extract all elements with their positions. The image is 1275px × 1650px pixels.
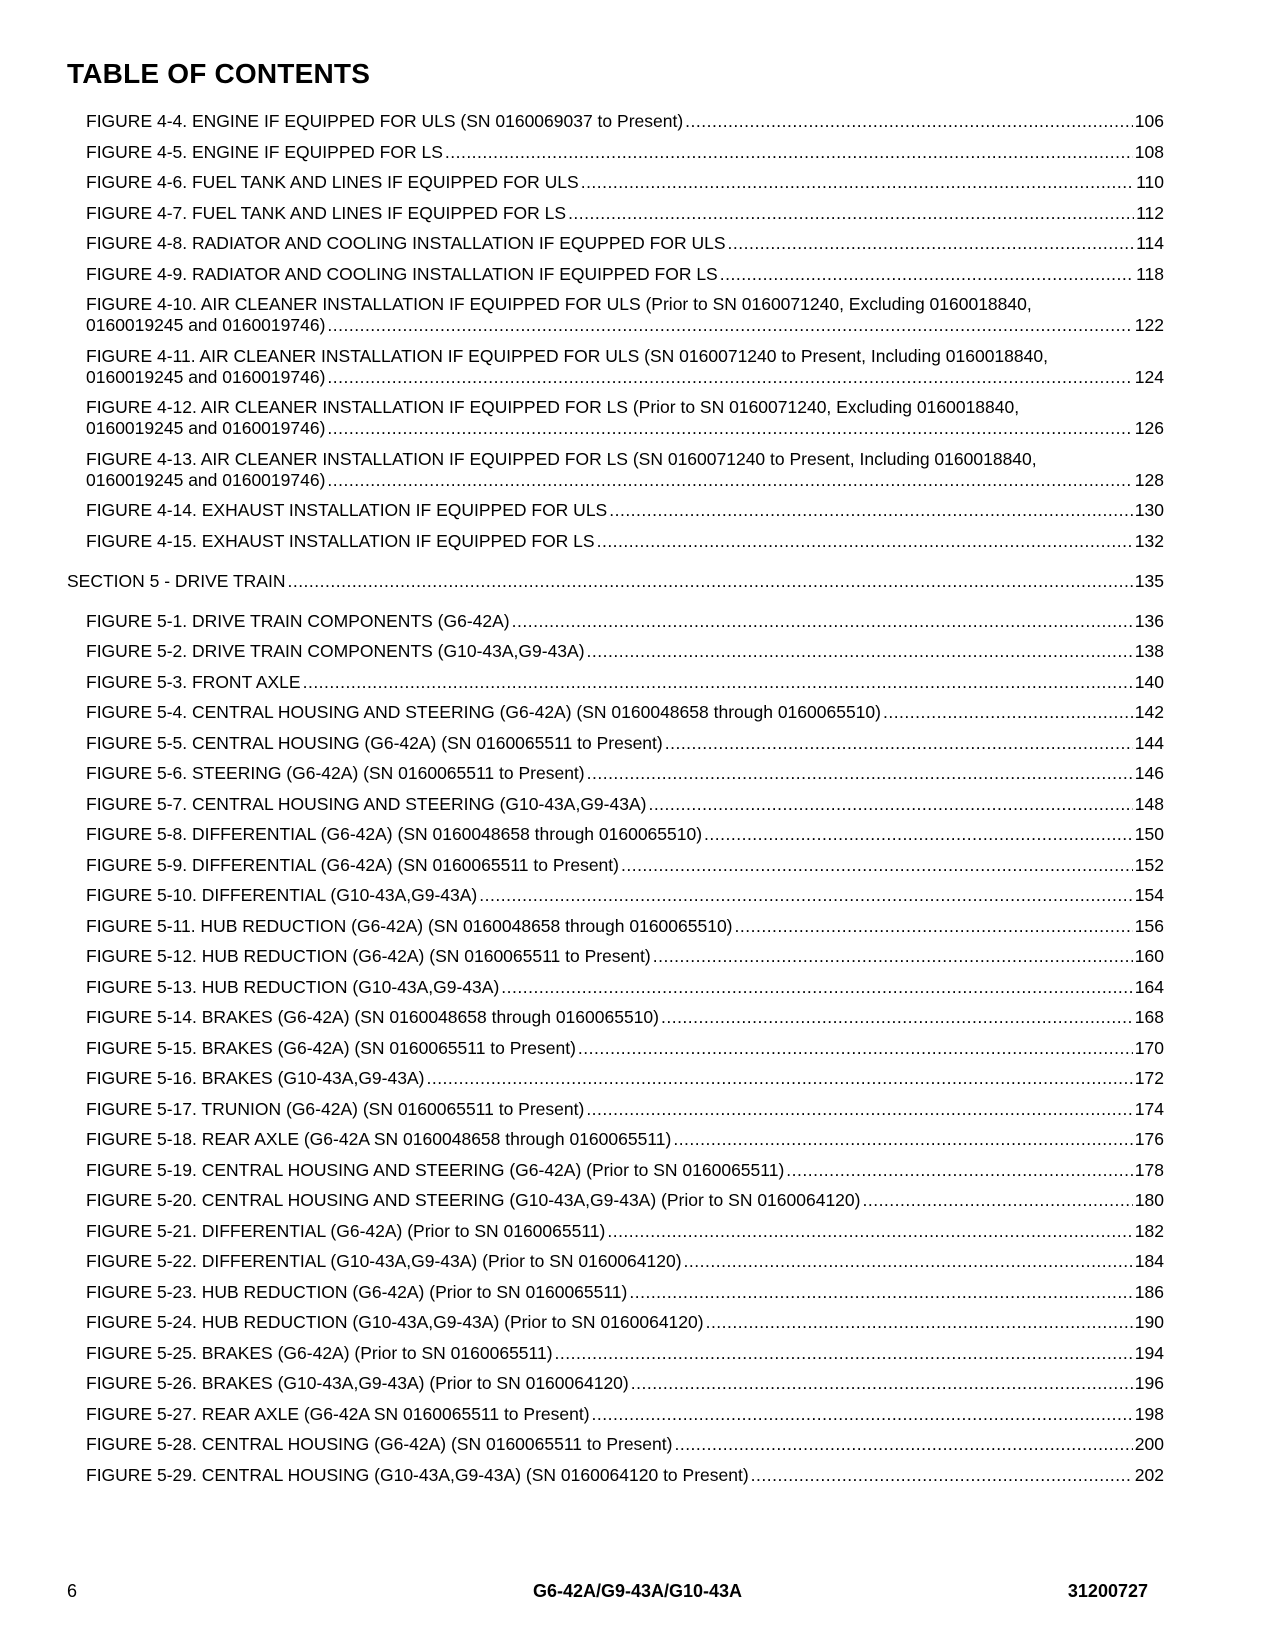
toc-figure-entry[interactable] (86, 264, 1164, 285)
toc-figure-entry[interactable] (86, 500, 1164, 521)
toc-page-number: 178 (1134, 1159, 1164, 1180)
dot-leader (648, 794, 1132, 815)
toc-page-number: 144 (1134, 732, 1164, 753)
toc-figure-entry[interactable] (86, 672, 1164, 693)
toc-page-number: 164 (1134, 976, 1164, 997)
toc-page-number: 146 (1134, 763, 1164, 783)
toc-page-number: 180 (1134, 1190, 1164, 1210)
toc-figure-entry[interactable] (86, 1099, 1164, 1120)
toc-entry-title: FIGURE 5-23. HUB REDUCTION (G6-42A) (Prior to SN 0160065511) (86, 1281, 628, 1302)
toc-page-number: 198 (1134, 1403, 1164, 1424)
toc-figure-entry[interactable] (86, 1038, 1164, 1059)
toc-figure-entry[interactable] (86, 233, 1164, 254)
toc-figure-entry[interactable] (86, 702, 1164, 723)
toc-entry-title: FIGURE 4-5. ENGINE IF EQUIPPED FOR LS (86, 141, 443, 162)
toc-figure-entry[interactable] (86, 449, 1164, 491)
dot-leader (609, 500, 1133, 521)
dot-leader (501, 977, 1133, 998)
dot-leader (735, 916, 1133, 937)
toc-figure-entry[interactable] (86, 1190, 1164, 1211)
toc-figure-entry[interactable] (86, 1434, 1164, 1455)
toc-figure-entry[interactable] (86, 1282, 1164, 1303)
page-title: TABLE OF CONTENTS (67, 58, 371, 89)
toc-figure-entry[interactable] (86, 397, 1164, 439)
toc-entry-title: FIGURE 5-10. DIFFERENTIAL (G10-43A,G9-43A) (86, 885, 478, 905)
toc-figure-entry[interactable] (86, 111, 1164, 132)
dot-leader (661, 1007, 1133, 1028)
toc-figure-entry[interactable] (86, 641, 1164, 662)
toc-entry-title: FIGURE 5-17. TRUNION (G6-42A) (SN 0160065511 to Present) (86, 1098, 585, 1119)
toc-figure-entry[interactable] (86, 946, 1164, 967)
toc-figure-entry[interactable] (86, 1465, 1164, 1486)
dot-leader (751, 1465, 1133, 1486)
dot-leader (629, 1282, 1132, 1303)
toc-figure-entry[interactable] (86, 977, 1164, 998)
dot-leader (578, 1038, 1133, 1059)
toc-page-number: 196 (1134, 1373, 1164, 1393)
toc-page-number: 140 (1134, 671, 1164, 692)
dot-leader (445, 142, 1133, 163)
dot-leader (674, 1434, 1132, 1455)
toc-page-number: 114 (1136, 233, 1164, 253)
toc-figure-entry[interactable] (86, 1007, 1164, 1028)
dot-leader (704, 824, 1133, 845)
toc-entry-title: FIGURE 4-7. FUEL TANK AND LINES IF EQUIPPED FOR LS (86, 202, 567, 223)
toc-entry-title: FIGURE 4-15. EXHAUST INSTALLATION IF EQUIPPED FOR LS (86, 530, 595, 551)
toc-figure-entry[interactable] (86, 1373, 1164, 1394)
footer-page-number: 6 (67, 1581, 78, 1601)
toc-figure-entry[interactable] (86, 142, 1164, 163)
dot-leader (607, 1221, 1132, 1242)
toc-figure-entry[interactable] (86, 1068, 1164, 1089)
toc-entry-title: FIGURE 5-18. REAR AXLE (G6-42A SN 0160048658 through 0160065511) (86, 1129, 672, 1149)
toc-figure-entry[interactable] (86, 733, 1164, 754)
toc-page-number: 156 (1134, 915, 1164, 936)
toc-page-number: 122 (1134, 315, 1164, 335)
dot-leader (786, 1160, 1133, 1181)
toc-page-number: 170 (1134, 1037, 1164, 1058)
dot-leader (728, 233, 1135, 254)
dot-leader (665, 733, 1133, 754)
toc-entry-title: FIGURE 5-13. HUB REDUCTION (G10-43A,G9-43A) (86, 976, 500, 997)
toc-page-number: 152 (1134, 854, 1164, 875)
toc-figure-entry[interactable] (86, 531, 1164, 552)
toc-page-number: 112 (1136, 202, 1164, 223)
toc-page-number: 194 (1134, 1342, 1164, 1363)
toc-figure-entry[interactable] (86, 824, 1164, 845)
toc-entry-title: FIGURE 5-21. DIFFERENTIAL (G6-42A) (Prior to SN 0160065511) (86, 1220, 606, 1241)
toc-entry-title: FIGURE 5-29. CENTRAL HOUSING (G10-43A,G9-43A) (SN 0160064120 to Present) (86, 1464, 749, 1485)
dot-leader (720, 264, 1134, 285)
toc-entry-title: FIGURE 5-15. BRAKES (G6-42A) (SN 0160065511 to Present) (86, 1037, 576, 1058)
toc-page-number: 172 (1134, 1068, 1164, 1088)
toc-figure-entry[interactable] (86, 885, 1164, 906)
toc-entry-title-line1: FIGURE 4-10. AIR CLEANER INSTALLATION IF EQUIPPED FOR ULS (Prior to SN 0160071240, Excluding 0160018840, (86, 294, 1032, 314)
toc-entry-title-line1: FIGURE 4-11. AIR CLEANER INSTALLATION IF EQUIPPED FOR ULS (SN 0160071240 to Present, Including 0160018840, (86, 345, 1048, 366)
dot-leader (684, 1251, 1133, 1272)
toc-page-number: 148 (1134, 793, 1164, 814)
toc-page-number: 150 (1134, 824, 1164, 844)
dot-leader (327, 418, 1132, 439)
toc-entry-title: FIGURE 5-24. HUB REDUCTION (G10-43A,G9-43A) (Prior to SN 0160064120) (86, 1312, 704, 1332)
toc-page-number: 142 (1134, 702, 1164, 722)
toc-page-number: 136 (1134, 610, 1164, 631)
toc-figure-entry[interactable] (86, 1404, 1164, 1425)
toc-entry-title: FIGURE 5-6. STEERING (G6-42A) (SN 0160065511 to Present) (86, 763, 585, 783)
toc-entry-title: FIGURE 5-3. FRONT AXLE (86, 671, 301, 692)
toc-page-number: 138 (1134, 641, 1164, 661)
toc-entry-title: FIGURE 5-11. HUB REDUCTION (G6-42A) (SN 0160048658 through 0160065510) (86, 915, 733, 936)
toc-page-number: 168 (1134, 1007, 1164, 1027)
toc-entry-title: FIGURE 5-1. DRIVE TRAIN COMPONENTS (G6-42A) (86, 610, 510, 631)
toc-entry-title: FIGURE 5-25. BRAKES (G6-42A) (Prior to SN 0160065511) (86, 1342, 553, 1363)
dot-leader (327, 470, 1132, 491)
toc-entry-title: FIGURE 5-16. BRAKES (G10-43A,G9-43A) (86, 1068, 425, 1088)
toc-entry-title: 0160019245 and 0160019746) (86, 366, 326, 387)
toc-entry-title: FIGURE 4-9. RADIATOR AND COOLING INSTALLATION IF EQUIPPED FOR LS (86, 263, 718, 284)
toc-page-number: 190 (1134, 1312, 1164, 1332)
toc-figure-entry[interactable] (86, 203, 1164, 224)
toc-figure-entry[interactable] (86, 1129, 1164, 1150)
toc-figure-entry[interactable] (86, 294, 1164, 336)
toc-entry-title-line1: FIGURE 4-12. AIR CLEANER INSTALLATION IF EQUIPPED FOR LS (Prior to SN 0160071240, Excluding 0160018840, (86, 397, 1020, 417)
dot-leader (631, 1373, 1133, 1394)
toc-figure-entry[interactable] (86, 1343, 1164, 1364)
toc-entry-title: FIGURE 5-22. DIFFERENTIAL (G10-43A,G9-43A) (Prior to SN 0160064120) (86, 1251, 682, 1271)
toc-list (0, 111, 1275, 1486)
toc-page-number: 174 (1134, 1098, 1164, 1119)
dot-leader (597, 531, 1133, 552)
toc-entry-title: SECTION 5 - DRIVE TRAIN (67, 570, 286, 591)
dot-leader (685, 111, 1133, 132)
toc-page-number: 128 (1134, 469, 1164, 490)
toc-figure-entry[interactable] (86, 1221, 1164, 1242)
dot-leader (587, 763, 1133, 784)
toc-page-number: 106 (1134, 111, 1164, 131)
dot-leader (568, 203, 1134, 224)
toc-entry-title: 0160019245 and 0160019746) (86, 469, 326, 490)
dot-leader (653, 946, 1133, 967)
toc-entry-title: FIGURE 5-19. CENTRAL HOUSING AND STEERING (G6-42A) (Prior to SN 0160065511) (86, 1159, 785, 1180)
toc-page-number: 186 (1134, 1281, 1164, 1302)
toc-entry-title: FIGURE 5-2. DRIVE TRAIN COMPONENTS (G10-43A,G9-43A) (86, 641, 585, 661)
toc-page-number: 182 (1134, 1220, 1164, 1241)
toc-entry-title: FIGURE 5-7. CENTRAL HOUSING AND STEERING (G10-43A,G9-43A) (86, 793, 647, 814)
dot-leader (479, 885, 1133, 906)
footer-model: G6-42A/G9-43A/G10-43A (532, 1581, 743, 1601)
toc-figure-entry[interactable] (86, 916, 1164, 937)
toc-entry-title: FIGURE 5-12. HUB REDUCTION (G6-42A) (SN 0160065511 to Present) (86, 946, 651, 966)
dot-leader (303, 672, 1133, 693)
dot-leader (555, 1343, 1133, 1364)
toc-page-number: 135 (1134, 570, 1164, 591)
footer-doc-number: 31200727 (1067, 1581, 1148, 1601)
toc-entry-title: FIGURE 5-5. CENTRAL HOUSING (G6-42A) (SN 0160065511 to Present) (86, 732, 663, 753)
toc-figure-entry[interactable] (86, 1251, 1164, 1272)
dot-leader (587, 641, 1133, 662)
toc-page-number: 126 (1134, 418, 1164, 438)
toc-entry-title: FIGURE 5-26. BRAKES (G10-43A,G9-43A) (Prior to SN 0160064120) (86, 1373, 629, 1393)
toc-figure-entry[interactable] (86, 172, 1164, 193)
toc-page-number: 110 (1136, 172, 1164, 192)
dot-leader (512, 611, 1133, 632)
toc-entry-title: 0160019245 and 0160019746) (86, 315, 326, 335)
toc-figure-entry[interactable] (86, 763, 1164, 784)
dot-leader (287, 571, 1132, 592)
dot-leader (586, 1099, 1132, 1120)
dot-leader (327, 315, 1132, 336)
toc-figure-entry[interactable] (86, 794, 1164, 815)
dot-leader (581, 172, 1134, 193)
toc-figure-entry[interactable] (86, 611, 1164, 632)
toc-section-entry[interactable] (67, 571, 1164, 592)
toc-page-number: 184 (1134, 1251, 1164, 1271)
toc-page-number: 202 (1134, 1464, 1164, 1485)
toc-entry-title: FIGURE 5-8. DIFFERENTIAL (G6-42A) (SN 0160048658 through 0160065510) (86, 824, 703, 844)
toc-entry-title: FIGURE 4-14. EXHAUST INSTALLATION IF EQUIPPED FOR ULS (86, 500, 608, 520)
toc-entry-title: FIGURE 4-8. RADIATOR AND COOLING INSTALLATION IF EQUPPED FOR ULS (86, 233, 726, 253)
dot-leader (706, 1312, 1133, 1333)
toc-entry-title: FIGURE 4-6. FUEL TANK AND LINES IF EQUIPPED FOR ULS (86, 172, 579, 192)
toc-entry-title: FIGURE 5-4. CENTRAL HOUSING AND STEERING (G6-42A) (SN 0160048658 through 0160065510) (86, 702, 881, 722)
dot-leader (862, 1190, 1132, 1211)
dot-leader (883, 702, 1133, 723)
toc-page-number: 108 (1134, 141, 1164, 162)
toc-entry-title: 0160019245 and 0160019746) (86, 418, 326, 438)
dot-leader (327, 367, 1132, 388)
toc-entry-title-line1: FIGURE 4-13. AIR CLEANER INSTALLATION IF EQUIPPED FOR LS (SN 0160071240 to Present, Including 0160018840, (86, 448, 1037, 469)
toc-entry-title: FIGURE 5-20. CENTRAL HOUSING AND STEERING (G10-43A,G9-43A) (Prior to SN 0160064120) (86, 1190, 861, 1210)
dot-leader (673, 1129, 1132, 1150)
toc-page-number: 124 (1134, 366, 1164, 387)
toc-figure-entry[interactable] (86, 1160, 1164, 1181)
toc-entry-title: FIGURE 5-9. DIFFERENTIAL (G6-42A) (SN 0160065511 to Present) (86, 854, 619, 875)
toc-page-number: 154 (1134, 885, 1164, 905)
toc-page-number: 132 (1134, 530, 1164, 551)
toc-page-number: 200 (1134, 1434, 1164, 1454)
toc-figure-entry[interactable] (86, 346, 1164, 388)
toc-page-number: 130 (1134, 500, 1164, 520)
toc-entry-title: FIGURE 5-14. BRAKES (G6-42A) (SN 0160048658 through 0160065510) (86, 1007, 659, 1027)
toc-page-number: 160 (1134, 946, 1164, 966)
toc-entry-title: FIGURE 5-28. CENTRAL HOUSING (G6-42A) (SN 0160065511 to Present) (86, 1434, 673, 1454)
dot-leader (592, 1404, 1133, 1425)
toc-page-number: 176 (1134, 1129, 1164, 1149)
toc-figure-entry[interactable] (86, 1312, 1164, 1333)
toc-figure-entry[interactable] (86, 855, 1164, 876)
toc-page-number: 118 (1136, 263, 1164, 284)
dot-leader (426, 1068, 1132, 1089)
dot-leader (621, 855, 1133, 876)
toc-entry-title: FIGURE 4-4. ENGINE IF EQUIPPED FOR ULS (SN 0160069037 to Present) (86, 111, 684, 131)
toc-entry-title: FIGURE 5-27. REAR AXLE (G6-42A SN 0160065511 to Present) (86, 1403, 590, 1424)
